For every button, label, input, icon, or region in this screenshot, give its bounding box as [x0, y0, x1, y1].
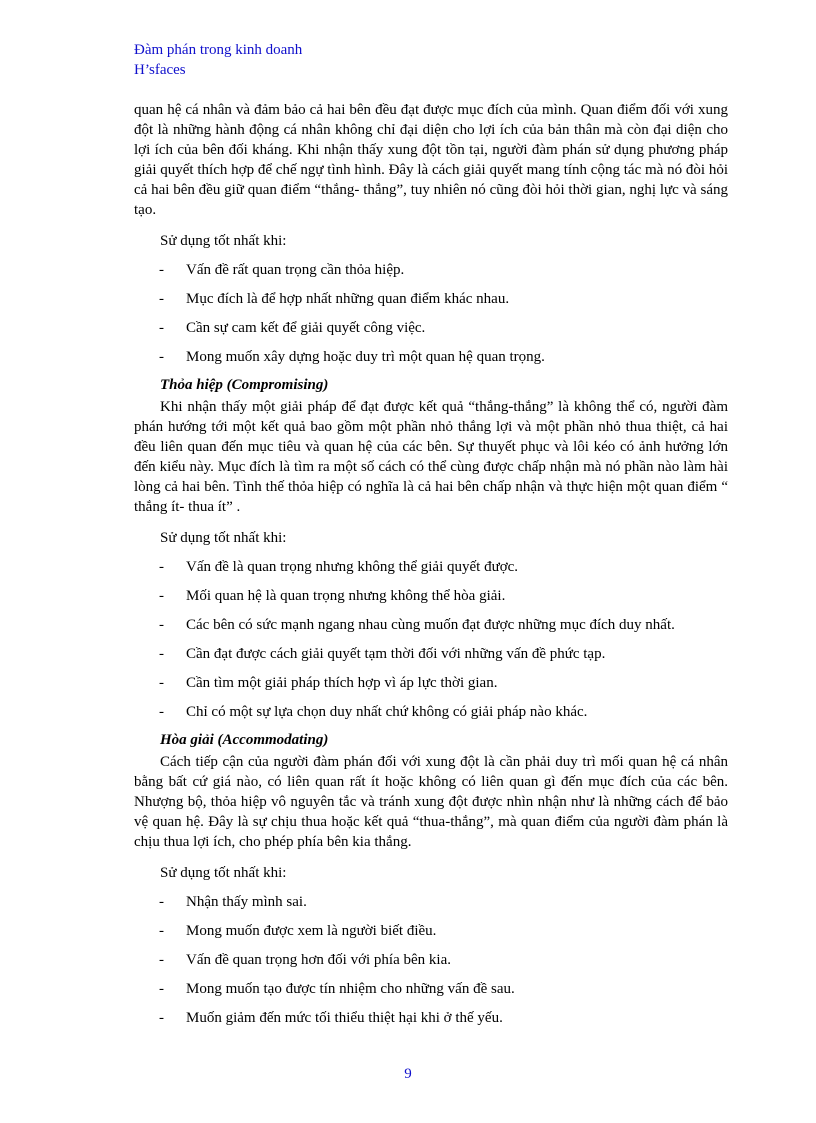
- list-item: - Muốn giảm đến mức tối thiểu thiệt hại khi ở thế yếu.: [159, 1010, 503, 1026]
- header-subtitle: H’sfaces: [134, 62, 186, 78]
- lead-paragraph: quan hệ cá nhân và đảm bảo cả hai bên đều đạt được mục đích của mình. Quan điểm đối với xung đột là những hành động cá nhân không chỉ đại diện cho lợi ích của bản thân mà còn đại diện cho lợi ích của bên đối kháng. Khi nhận thấy xung đột tồn tại, người đàm phán sử dụng phương pháp giải quyết thích hợp để chế ngự tình hình. Đây là cách giải quyết mang tính cộng tác mà nó đòi hỏi cả hai bên đều giữ quan điểm “thắng- thắng”, tuy nhiên nó cũng đòi hỏi thời gian, nghị lực và sáng tạo.: [134, 102, 728, 218]
- bullet-dash: -: [159, 349, 164, 365]
- list-item: - Mục đích là để hợp nhất những quan điểm khác nhau.: [159, 291, 510, 307]
- page-content: [134, 100, 728, 1028]
- bullet-dash: -: [159, 559, 164, 575]
- list-item: - Vấn đề là quan trọng nhưng không thể giải quyết được.: [159, 559, 519, 575]
- bullet-dash: -: [159, 646, 164, 662]
- page-number: 9: [404, 1066, 412, 1082]
- bullet-dash: -: [159, 291, 164, 307]
- accommodate-paragraph: Cách tiếp cận của người đàm phán đối với xung đột là cần phải duy trì mối quan hệ cá nhân bằng bất cứ giá nào, có liên quan rất ít hoặc không có liên quan gì đến mục đích của các bên. Nhượng bộ, thỏa hiệp vô nguyên tắc và tránh xung đột được nhìn nhận như là những cách để bảo vệ quan hệ. Đây là sự chịu thua hoặc kết quả “thua-thắng”, mà quan điểm của người đàm phán là chịu thua lợi ích, cho phép phía bên kia thắng.: [134, 754, 728, 850]
- list-item: - Cần đạt được cách giải quyết tạm thời đối với những vấn đề phức tạp.: [159, 646, 606, 662]
- bullet-dash: -: [159, 262, 164, 278]
- list-item: - Cần sự cam kết để giải quyết công việc.: [159, 320, 426, 336]
- accommodate-intro: Sử dụng tốt nhất khi:: [160, 865, 287, 881]
- bullet-dash: -: [159, 617, 164, 633]
- section-heading-accommodating: Hòa giải (Accommodating): [160, 732, 329, 748]
- collab-intro: Sử dụng tốt nhất khi:: [160, 233, 287, 249]
- compromise-bullet-list: [134, 557, 728, 722]
- bullet-dash: -: [159, 981, 164, 997]
- accommodate-bullet-list: [134, 892, 728, 1028]
- list-item: - Các bên có sức mạnh ngang nhau cùng muốn đạt được những mục đích duy nhất.: [159, 617, 675, 633]
- list-item: - Vấn đề quan trọng hơn đối với phía bên kia.: [159, 952, 451, 968]
- list-item: - Cần tìm một giải pháp thích hợp vì áp lực thời gian.: [159, 675, 498, 691]
- bullet-dash: -: [159, 675, 164, 691]
- compromise-intro: Sử dụng tốt nhất khi:: [160, 530, 287, 546]
- bullet-dash: -: [159, 894, 164, 910]
- bullet-dash: -: [159, 952, 164, 968]
- list-item: - Mong muốn được xem là người biết điều.: [159, 923, 437, 939]
- compromise-paragraph: Khi nhận thấy một giải pháp để đạt được kết quả “thắng-thắng” là không thể có, người đàm phán hướng tới một kết quả bao gồm một phần nhỏ thắng lợi và một phần nhỏ thua thiệt, cả hai đều liên quan đến mục tiêu và quan hệ của các bên. Sự thuyết phục và lôi kéo có ảnh hưởng lớn đến kiểu này. Mục đích là tìm ra một số cách có thể cùng được chấp nhận mà nó phần nào làm hài lòng cả hai bên. Tình thế thỏa hiệp có nghĩa là cả hai bên chấp nhận và thực hiện một quan điểm “ thắng ít- thua ít” .: [134, 399, 728, 515]
- list-item: - Vấn đề rất quan trọng cần thỏa hiệp.: [159, 262, 405, 278]
- list-item: - Mong muốn tạo được tín nhiệm cho những vấn đề sau.: [159, 981, 515, 997]
- collab-bullet-list: [134, 260, 728, 367]
- page-header: [134, 40, 302, 80]
- bullet-dash: -: [159, 923, 164, 939]
- list-item: - Mối quan hệ là quan trọng nhưng không thể hòa giải.: [159, 588, 506, 604]
- bullet-dash: -: [159, 588, 164, 604]
- bullet-dash: -: [159, 1010, 164, 1026]
- list-item: - Chỉ có một sự lựa chọn duy nhất chứ không có giải pháp nào khác.: [159, 704, 588, 720]
- bullet-dash: -: [159, 704, 164, 720]
- list-item: - Nhận thấy mình sai.: [159, 894, 307, 910]
- section-heading-compromising: Thỏa hiệp (Compromising): [160, 377, 329, 393]
- list-item: - Mong muốn xây dựng hoặc duy trì một quan hệ quan trọng.: [159, 349, 545, 365]
- bullet-dash: -: [159, 320, 164, 336]
- header-title: Đàm phán trong kinh doanh: [134, 42, 303, 58]
